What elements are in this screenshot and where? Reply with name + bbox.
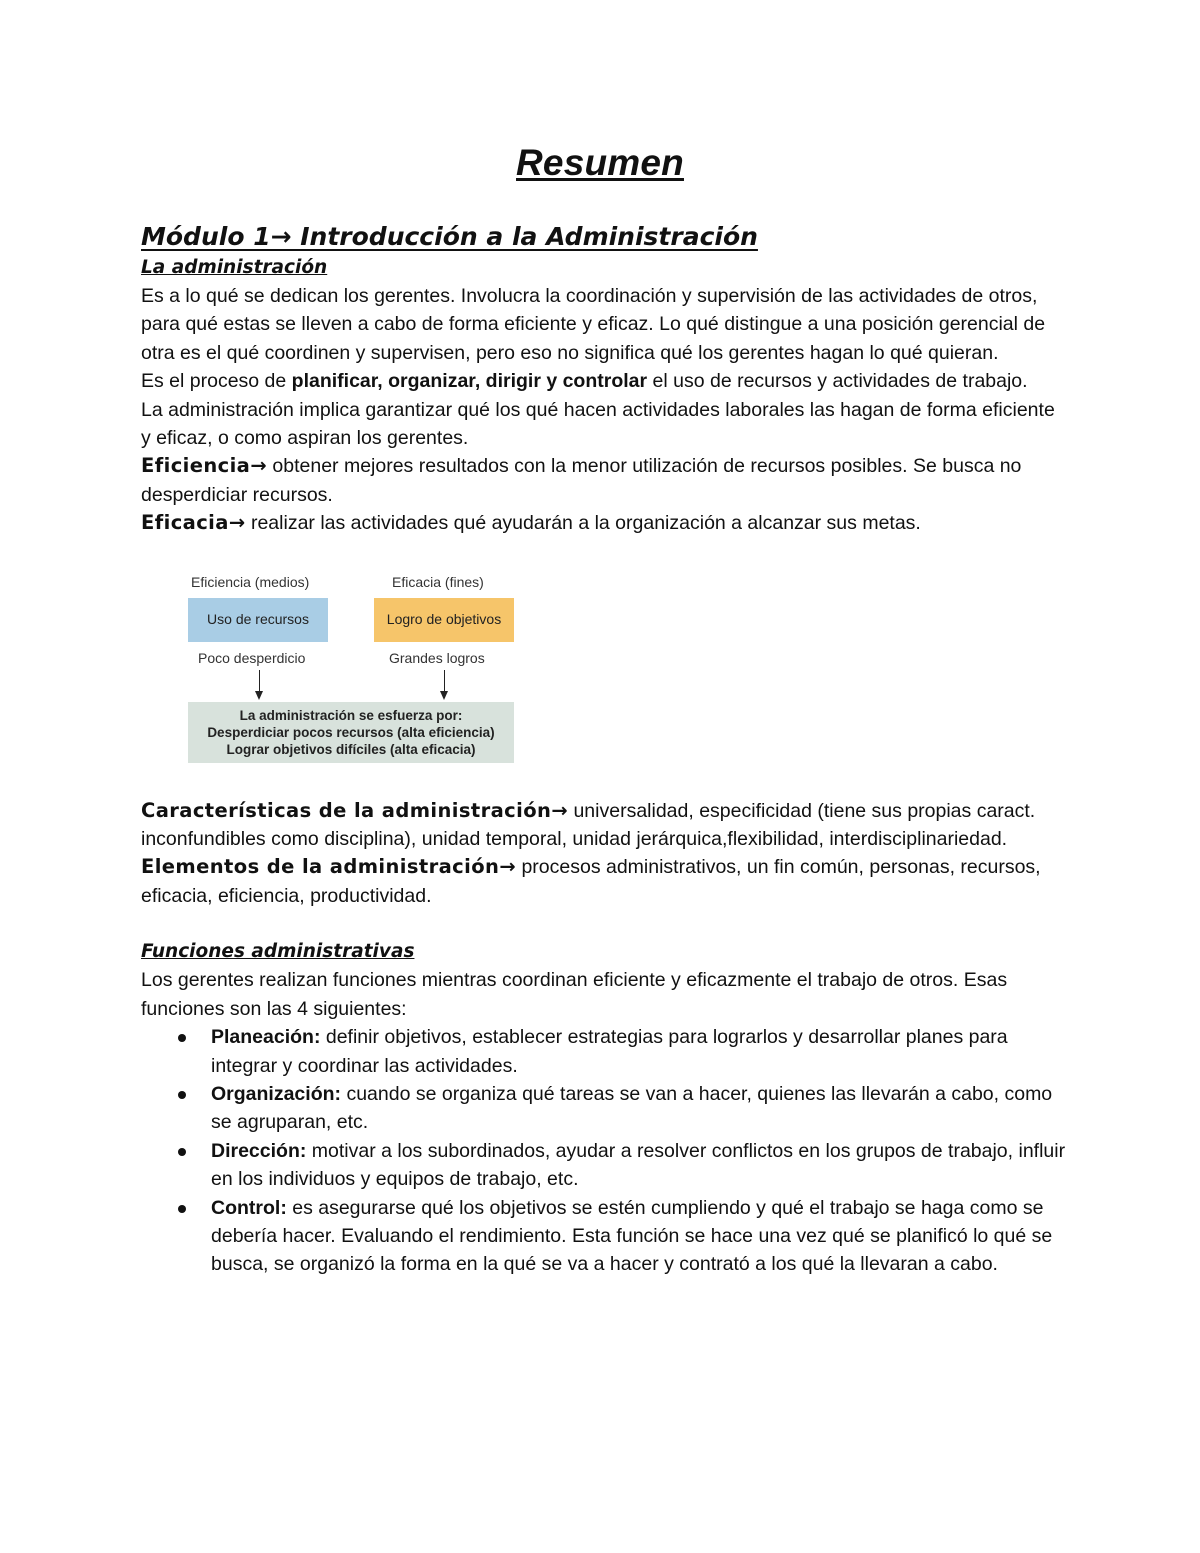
section-heading-administracion: La administración: [141, 257, 328, 278]
figure-box-logro-objetivos: Logro de objetivos: [374, 598, 514, 642]
process-text-before: Es el proceso de: [141, 370, 292, 393]
caracteristicas-text: universalidad, especificidad (tiene sus propias caract. inconfundibles como disciplina), unidad temporal, unidad jerárquica,flexibilidad, interdisciplinariedad.: [141, 799, 1036, 851]
paragraph-process: [141, 367, 1066, 395]
bullet-icon: [178, 1091, 186, 1099]
figure-label-eficiencia: Eficiencia (medios): [191, 573, 310, 590]
caracteristicas-term: Características de la administración→: [141, 798, 569, 822]
module-heading: Módulo 1→ Introducción a la Administración: [141, 222, 758, 251]
document-body: [141, 220, 1066, 1279]
list-item-organizacion: [211, 1080, 1066, 1137]
document-title: Resumen: [516, 142, 684, 183]
bullet-icon: [178, 1148, 186, 1156]
list-item-planeacion: [211, 1023, 1066, 1080]
list-item-label: Dirección:: [211, 1139, 307, 1162]
functions-list: [141, 1023, 1066, 1279]
arrow-down-icon: [259, 670, 260, 698]
eficacia-term: Eficacia→: [141, 511, 246, 535]
elementos-term: Elementos de la administración→: [141, 855, 517, 879]
list-item-control: [211, 1194, 1066, 1279]
list-item-text: motivar a los subordinados, ayudar a resolver conflictos en los grupos de trabajo, influir en los individuos y equipos de trabajo, etc.: [211, 1139, 1066, 1191]
arrow-down-icon: [444, 670, 445, 698]
list-item-text: es asegurarse qué los objetivos se estén cumpliendo y qué el trabajo se haga como se debería hacer. Evaluando el rendimiento. Esta función se hace una vez qué se planificó lo qué se busca, se organizó la forma en la qué se va a hacer y contrató a los qué la llevaran a cabo.: [211, 1196, 1053, 1276]
process-text-after: el uso de recursos y actividades de trabajo.: [647, 370, 1028, 393]
figure-bottom-line-1: La administración se esfuerza por:: [239, 707, 463, 723]
efficiency-efficacy-figure: [186, 574, 516, 769]
paragraph-definition: Es a lo qué se dedican los gerentes. Involucra la coordinación y supervisión de las actividades de otros, para qué estas se lleven a cabo de forma eficiente y eficaz. Lo qué distingue a una posición gerencial de otra es el qué coordinen y supervisen, pero eso no significa qué los gerentes hagan lo qué quieran.: [141, 285, 1046, 364]
paragraph-caracteristicas: [141, 797, 1066, 854]
paragraph-eficiencia: [141, 452, 1066, 509]
list-item-label: Planeación:: [211, 1026, 321, 1049]
list-item-text: definir objetivos, establecer estrategias para lograrlos y desarrollar planes para integrar y coordinar las actividades.: [211, 1026, 1008, 1077]
bullet-icon: [178, 1034, 186, 1042]
list-item-label: Organización:: [211, 1082, 342, 1105]
eficacia-definition: realizar las actividades qué ayudarán a la organización a alcanzar sus metas.: [245, 512, 921, 535]
eficiencia-definition: obtener mejores resultados con la menor utilización de recursos posibles. Se busca no desperdiciar recursos.: [141, 455, 1022, 506]
figure-caption-poco-desperdicio: Poco desperdicio: [198, 649, 306, 666]
elementos-text: procesos administrativos, un fin común, personas, recursos, eficacia, eficiencia, productividad.: [141, 856, 1041, 907]
section-heading-funciones: Funciones administrativas: [141, 941, 415, 963]
figure-bottom-line-2: Desperdiciar pocos recursos (alta eficiencia): [207, 724, 495, 740]
process-functions-bold: planificar, organizar, dirigir y controlar: [291, 370, 648, 393]
eficiencia-term: Eficiencia→: [141, 454, 267, 478]
list-item-label: Control:: [211, 1196, 287, 1219]
paragraph-elementos: [141, 853, 1066, 910]
figure-box-uso-recursos: Uso de recursos: [188, 598, 328, 642]
figure-box-administracion-esfuerzo: [188, 702, 514, 763]
figure-bottom-line-3: Lograr objetivos difíciles (alta eficacia): [226, 741, 476, 757]
list-item-direccion: [211, 1137, 1066, 1194]
paragraph-eficacia: [141, 509, 1066, 537]
figure-label-eficacia: Eficacia (fines): [392, 573, 484, 590]
list-item-text: cuando se organiza qué tareas se van a hacer, quienes las llevarán a cabo, como se agruparan, etc.: [211, 1082, 1053, 1134]
paragraph-funciones-intro: Los gerentes realizan funciones mientras coordinan eficiente y eficazmente el trabajo de otros. Esas funciones son las 4 siguientes:: [141, 969, 1008, 1020]
bullet-icon: [178, 1205, 186, 1213]
paragraph-implica: La administración implica garantizar qué los qué hacen actividades laborales las hagan de forma eficiente y eficaz, o como aspiran los gerentes.: [141, 398, 1055, 450]
figure-caption-grandes-logros: Grandes logros: [389, 649, 485, 666]
